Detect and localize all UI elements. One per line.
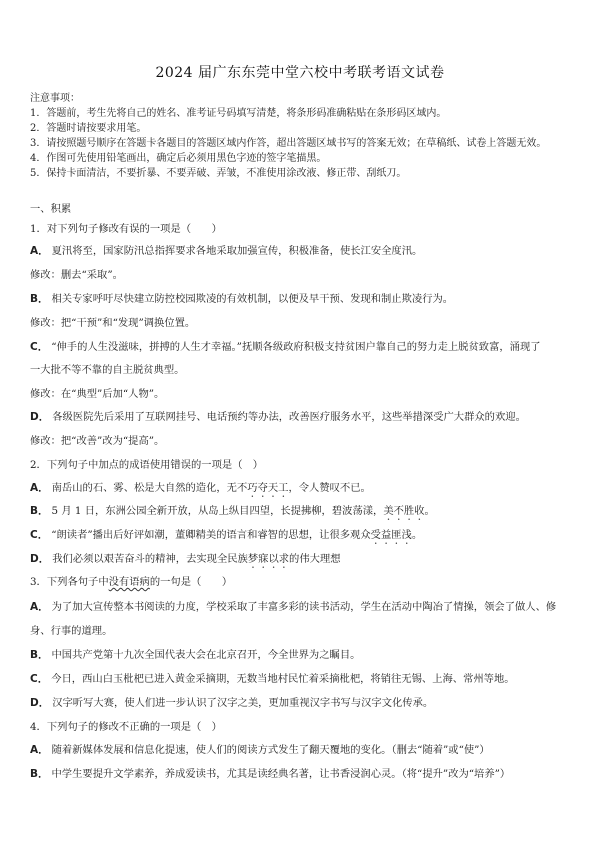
option-label: C． bbox=[30, 673, 49, 685]
option-text: “朗读者”播出后好评如潮，董卿精美的语言和睿智的思想，让很多观众 bbox=[51, 529, 371, 541]
q4-option-b bbox=[30, 767, 510, 781]
option-text: 。 bbox=[424, 505, 435, 517]
q1-fix-c: 修改：在“典型”后加“人物”。 bbox=[30, 388, 165, 400]
q1-fix-a: 修改：删去“采取”。 bbox=[30, 269, 123, 281]
option-text: 夏汛将至，国家防汛总指挥要求各地采取加强宣传，积极准备，使长江安全度汛。 bbox=[51, 245, 423, 257]
note-item: 3．请按照题号顺序在答题卡各题目的答题区域内作答，超出答题区域书写的答案无效；在草稿纸、试卷上答题无效。 bbox=[30, 138, 547, 149]
note-item: 5．保持卡面清洁，不要折暴、不要弄破、弄皱，不准使用涂改液、修正带、刮纸刀。 bbox=[30, 168, 407, 179]
q1-option-d bbox=[30, 410, 526, 424]
option-label: D． bbox=[30, 697, 50, 709]
option-text: 汉字听写大赛，使人们进一步认识了汉字之美，更加重视汉字书写与汉字文化传承。 bbox=[52, 697, 434, 709]
dotted-idiom: 美不胜收 bbox=[383, 505, 425, 517]
option-text: 为了加大宣传整本书阅读的力度，学校采取了丰富多彩的读书活动，学生在活动中陶冶了情操，领会了做人、修 bbox=[51, 601, 557, 613]
option-label: A． bbox=[30, 482, 49, 494]
q3-option-d bbox=[30, 696, 433, 710]
option-text: 5 月 1 日，东洲公园全新开放，从岛上纵目四望，长提拂柳，碧波荡漾， bbox=[51, 505, 384, 517]
exam-title: 2024 届广东东莞中堂六校中考联考语文试卷 bbox=[155, 65, 445, 81]
option-label: C． bbox=[30, 341, 49, 353]
dotted-idiom: 受益匪浅 bbox=[370, 529, 412, 541]
option-label: A． bbox=[30, 601, 49, 613]
option-text: 各级医院先后采用了互联网挂号、电话预约等办法，改善医疗服务水平，这些举措深受广大群众的欢迎。 bbox=[52, 411, 526, 423]
option-label: B． bbox=[30, 293, 49, 305]
option-text: ，令人赞叹不已。 bbox=[288, 482, 371, 494]
option-label: B． bbox=[30, 768, 49, 780]
option-label: B． bbox=[30, 505, 49, 517]
note-item: 4．作图可先使用铅笔画出，确定后必须用黑色字迹的签字笔描黑。 bbox=[30, 153, 327, 164]
option-label: A． bbox=[30, 245, 49, 257]
q3-option-a bbox=[30, 600, 556, 614]
q1-option-c-cont: 一大批不等不靠的自主脱贫典型。 bbox=[30, 364, 185, 376]
q3-stem-text: 3．下列各句子中 bbox=[30, 576, 109, 588]
option-text: 中学生要提升文学素养，养成爱读书，尤其是读经典名著，让书香浸润心灵。（将“提升”改为“培养”） bbox=[51, 768, 511, 780]
option-text: 南岳山的石、雾、松是大自然的造化，无不 bbox=[51, 482, 248, 494]
q1-option-c bbox=[30, 340, 541, 354]
q4-stem: 4．下列句子的修改不正确的一项是（ ） bbox=[30, 721, 222, 733]
option-text: 随着新媒体发展和信息化提速，使人们的阅读方式发生了翻天覆地的变化。（删去“随着”或“使”） bbox=[51, 744, 490, 756]
q1-fix-b: 修改：把“干预”和“发现”调换位置。 bbox=[30, 317, 196, 329]
q2-option-b bbox=[30, 504, 435, 523]
q1-option-a bbox=[30, 244, 422, 258]
option-text: 。 bbox=[411, 529, 423, 541]
q3-stem bbox=[30, 575, 232, 589]
option-text: “伸手的人生没滋味，拼搏的人生才幸福。”抚顺各级政府积极支持贫困户靠自己的努力走上脱贫致富，涌现了 bbox=[51, 341, 541, 353]
q1-option-b bbox=[30, 292, 453, 306]
q3-stem-text: 的一句是（ ） bbox=[149, 576, 233, 588]
note-item: 1．答题前，考生先将自己的姓名、准考证号码填写清楚，将条形码准确粘贴在条形码区域内。 bbox=[30, 108, 447, 119]
q2-option-d bbox=[30, 552, 341, 571]
option-text: 相关专家呼吁尽快建立防控校园欺凌的有效机制，以便及早干预、发现和制止欺凌行为。 bbox=[51, 293, 454, 305]
q3-option-c bbox=[30, 672, 515, 686]
option-label: C． bbox=[30, 529, 49, 541]
option-text: 的伟大理想 bbox=[289, 553, 341, 565]
wavy-emphasis: 没有语病 bbox=[108, 576, 150, 588]
option-text: 我们必须以艰苦奋斗的精神，去实现全民族 bbox=[52, 553, 248, 565]
option-label: B． bbox=[30, 649, 49, 661]
dotted-idiom: 梦寐以求 bbox=[247, 553, 290, 565]
option-label: D． bbox=[30, 411, 50, 423]
q4-option-a bbox=[30, 743, 490, 757]
option-text: 今日，西山白玉枇杷已进入黄金采摘期，无数当地村民忙着采摘枇杷，将销往无锡、上海、常州等地。 bbox=[51, 673, 515, 685]
dotted-idiom: 巧夺天工 bbox=[247, 482, 289, 494]
option-text: 中国共产党第十九次全国代表大会在北京召开，今全世界为之瞩目。 bbox=[51, 649, 361, 661]
q3-option-a-cont: 身、行事的道理。 bbox=[30, 625, 113, 637]
q2-option-a bbox=[30, 481, 371, 500]
q1-stem: 1．对下列句子修改有误的一项是（ ） bbox=[30, 223, 222, 235]
q2-stem: 2．下列句子中加点的成语使用错误的一项是（ ） bbox=[30, 459, 264, 471]
q2-option-c bbox=[30, 528, 422, 547]
option-label: D． bbox=[30, 553, 50, 565]
q3-option-b bbox=[30, 648, 360, 662]
section-heading: 一、积累 bbox=[30, 203, 72, 215]
notes-heading: 注意事项： bbox=[30, 93, 80, 104]
note-item: 2．答题时请按要求用笔。 bbox=[30, 123, 147, 134]
q1-fix-d: 修改：把“改善”改为“提高”。 bbox=[30, 435, 165, 447]
option-label: A． bbox=[30, 744, 49, 756]
